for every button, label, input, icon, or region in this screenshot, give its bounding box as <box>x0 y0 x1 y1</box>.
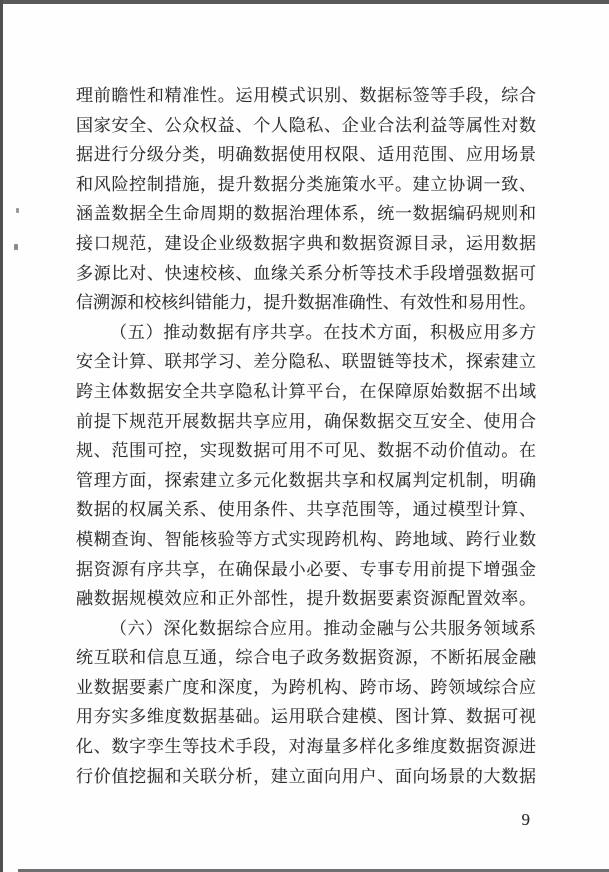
scan-edge-left <box>0 0 3 872</box>
text-line: 涵盖数据全生命周期的数据治理体系，统一数据编码规则和 <box>76 204 536 224</box>
text-line: 管理方面，探索建立多元化数据共享和权属判定机制，明确 <box>76 470 536 490</box>
text-line: 化、数字孪生等技术手段，对海量多样化多维度数据资源进 <box>76 737 536 757</box>
text-line: 多源比对、快速校核、血缘关系分析等技术手段增强数据可 <box>76 263 536 283</box>
text-line: 据进行分级分类，明确数据使用权限、适用范围、应用场景 <box>76 145 536 165</box>
text-line: 用夯实多维度数据基础。运用联合建模、图计算、数据可视 <box>76 707 536 727</box>
page-number: 9 <box>521 810 530 829</box>
text-line: 前提下规范开展数据共享应用，确保数据交互安全、使用合 <box>76 411 536 431</box>
text-line: 理前瞻性和精准性。运用模式识别、数据标签等手段，综合 <box>76 86 536 105</box>
text-line: 模糊查询、智能核验等方式实现跨机构、跨地域、跨行业数 <box>76 529 536 549</box>
text-line: 跨主体数据安全共享隐私计算平台，在保障原始数据不出域 <box>76 381 536 401</box>
text-line: 融数据规模效应和正外部性，提升数据要素资源配置效率。 <box>76 589 536 609</box>
text-line: 统互联和信息互通，综合电子政务数据资源，不断拓展金融 <box>76 648 536 668</box>
text-line: 规、范围可控，实现数据可用不可见、数据不动价值动。在 <box>76 441 536 461</box>
text-line: 信溯源和校核纠错能力，提升数据准确性、有效性和易用性。 <box>76 293 536 313</box>
body-text <box>76 81 536 791</box>
text-line: 业数据要素广度和深度，为跨机构、跨市场、跨领域综合应 <box>76 677 536 697</box>
text-line: 行价值挖掘和关联分析，建立面向用户、面向场景的大数据 <box>76 766 536 786</box>
text-line: 和风险控制措施，提升数据分类施策水平。建立协调一致、 <box>76 174 536 194</box>
text-line-paragraph-start: （五）推动数据有序共享。在技术方面，积极应用多方 <box>110 322 536 342</box>
scan-speck <box>16 208 19 213</box>
scan-speck <box>14 244 18 250</box>
text-line: 安全计算、联邦学习、差分隐私、联盟链等技术，探索建立 <box>76 352 536 372</box>
text-line: 数据的权属关系、使用条件、共享范围等，通过模型计算、 <box>76 500 536 520</box>
scan-edge-top <box>0 0 609 4</box>
text-line-paragraph-start: （六）深化数据综合应用。推动金融与公共服务领域系 <box>110 618 536 638</box>
text-line: 据资源有序共享，在确保最小必要、专事专用前提下增强金 <box>76 559 536 579</box>
text-line: 国家安全、公众权益、个人隐私、企业合法利益等属性对数 <box>76 115 536 135</box>
text-line: 接口规范，建设企业级数据字典和数据资源目录，运用数据 <box>76 233 536 253</box>
